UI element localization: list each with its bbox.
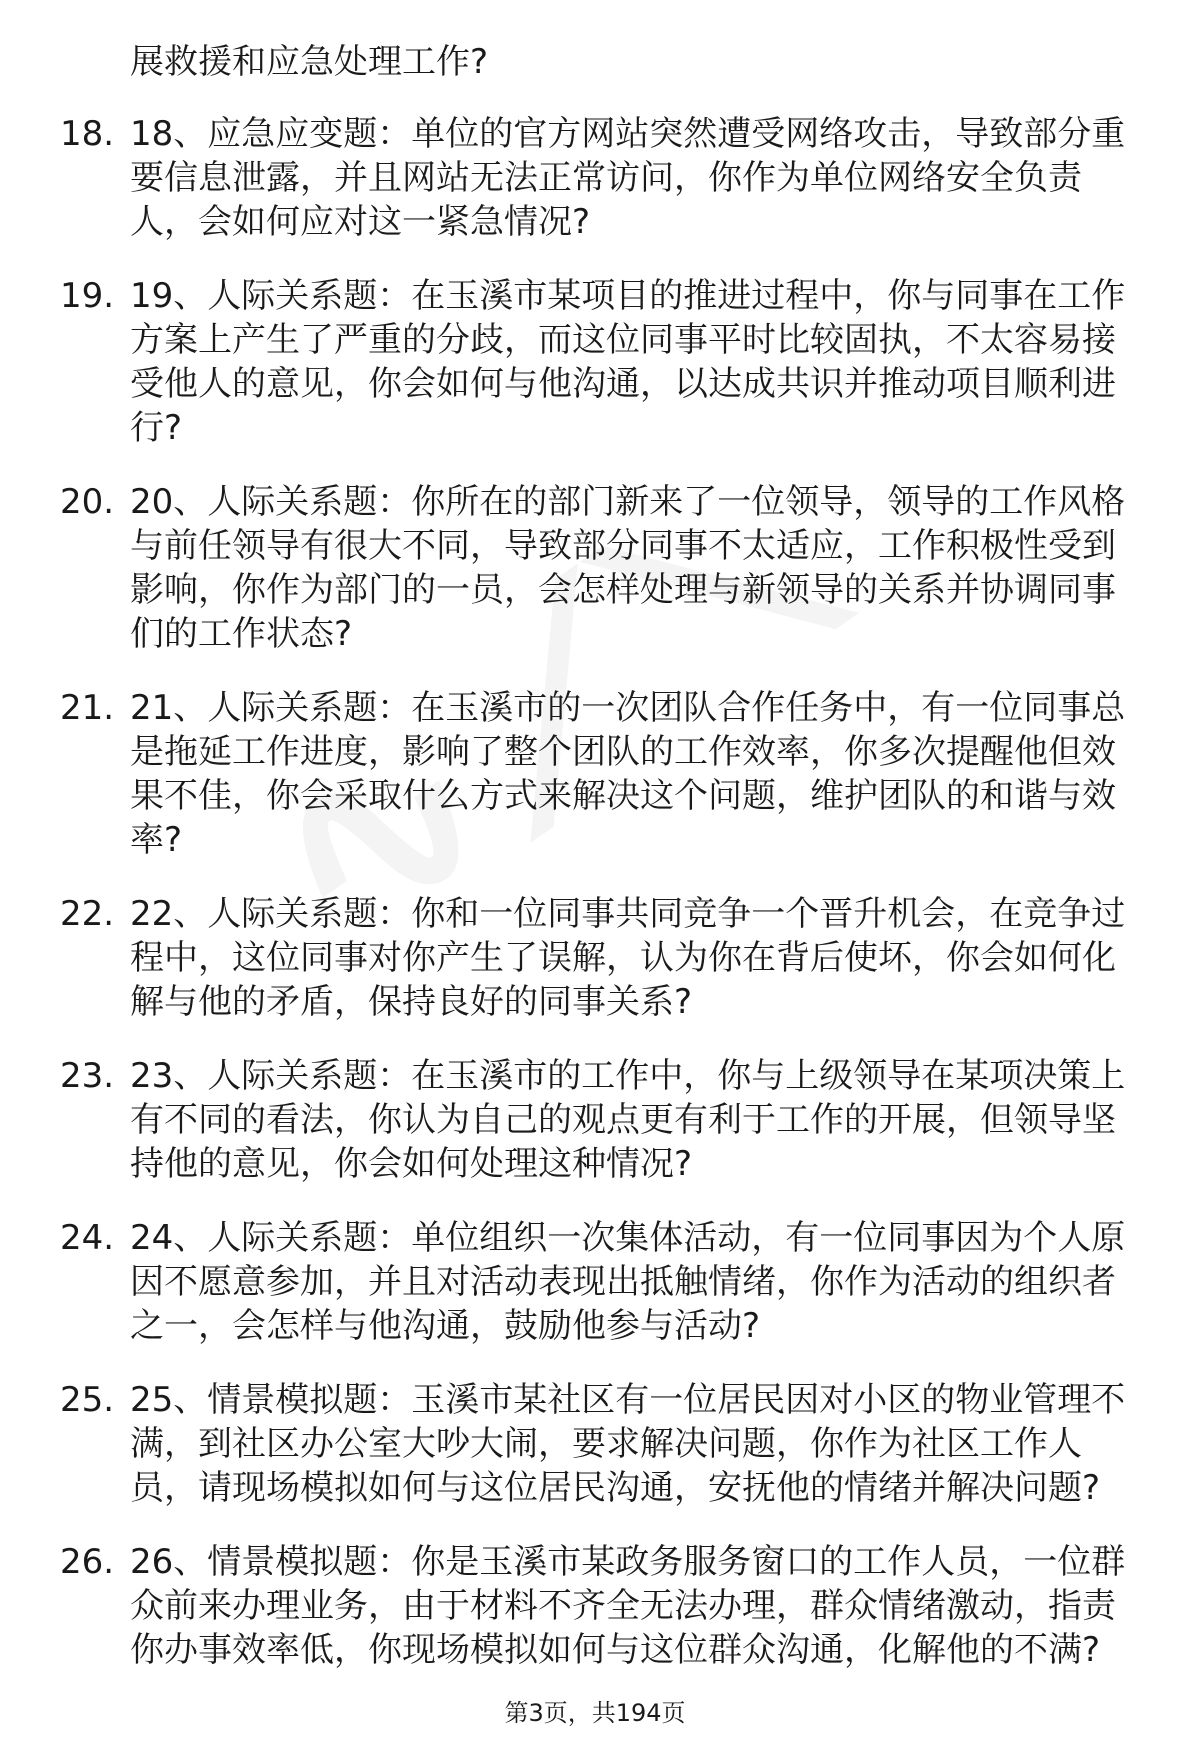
page-footer: 第3页，共194页	[504, 1699, 686, 1727]
list-item	[60, 686, 1150, 862]
item-text: 23、人际关系题：在玉溪市的工作中，你与上级领导在某项决策上有不同的看法，你认为自己的观点更有利于工作的开展，但领导坚持他的意见，你会如何处理这种情况?	[130, 1056, 1126, 1184]
item-number: 25.	[60, 1380, 115, 1420]
item-number: 23.	[60, 1056, 115, 1096]
item-number: 18.	[60, 114, 115, 154]
item-number: 19.	[60, 276, 115, 316]
item-text: 22、人际关系题：你和一位同事共同竞争一个晋升机会，在竞争过程中，这位同事对你产生了误解，认为你在背后使坏，你会如何化解与他的矛盾，保持良好的同事关系?	[130, 894, 1126, 1022]
item-text: 18、应急应变题：单位的官方网站突然遭受网络攻击，导致部分重要信息泄露，并且网站无法正常访问，你作为单位网络安全负责人，会如何应对这一紧急情况?	[130, 114, 1126, 242]
item-text: 21、人际关系题：在玉溪市的一次团队合作任务中，有一位同事总是拖延工作进度，影响了整个团队的工作效率，你多次提醒他但效果不佳，你会采取什么方式来解决这个问题，维护团队的和谐与效率?	[130, 688, 1126, 860]
item-number: 22.	[60, 894, 115, 934]
list-item	[60, 112, 1150, 244]
item-text: 20、人际关系题：你所在的部门新来了一位领导，领导的工作风格与前任领导有很大不同，导致部分同事不太适应，工作积极性受到影响，你作为部门的一员，会怎样处理与新领导的关系并协调同事们的工作状态?	[130, 482, 1126, 654]
continuation-text: 展救援和应急处理工作?	[130, 42, 489, 82]
list-item	[60, 892, 1150, 1024]
document-body	[60, 40, 1150, 1702]
list-item	[60, 1378, 1150, 1510]
item-number: 21.	[60, 688, 115, 728]
list-item	[60, 1054, 1150, 1186]
item-number: 20.	[60, 482, 115, 522]
item-text: 19、人际关系题：在玉溪市某项目的推进过程中，你与同事在工作方案上产生了严重的分歧，而这位同事平时比较固执，不太容易接受他人的意见，你会如何与他沟通，以达成共识并推动项目顺利进行?	[130, 276, 1126, 448]
item-text: 25、情景模拟题：玉溪市某社区有一位居民因对小区的物业管理不满，到社区办公室大吵大闹，要求解决问题，你作为社区工作人员，请现场模拟如何与这位居民沟通，安抚他的情绪并解决问题?	[130, 1380, 1126, 1508]
item-text: 24、人际关系题：单位组织一次集体活动，有一位同事因为个人原因不愿意参加，并且对活动表现出抵触情绪，你作为活动的组织者之一，会怎样与他沟通，鼓励他参与活动?	[130, 1218, 1126, 1346]
list-item	[60, 1216, 1150, 1348]
item-number: 24.	[60, 1218, 115, 1258]
list-item	[60, 480, 1150, 656]
item-number: 26.	[60, 1542, 115, 1582]
item-text: 26、情景模拟题：你是玉溪市某政务服务窗口的工作人员，一位群众前来办理业务，由于材料不齐全无法办理，群众情绪激动，指责你办事效率低，你现场模拟如何与这位群众沟通，化解他的不满?	[130, 1542, 1126, 1670]
list-item	[60, 274, 1150, 450]
list-item	[60, 1540, 1150, 1672]
